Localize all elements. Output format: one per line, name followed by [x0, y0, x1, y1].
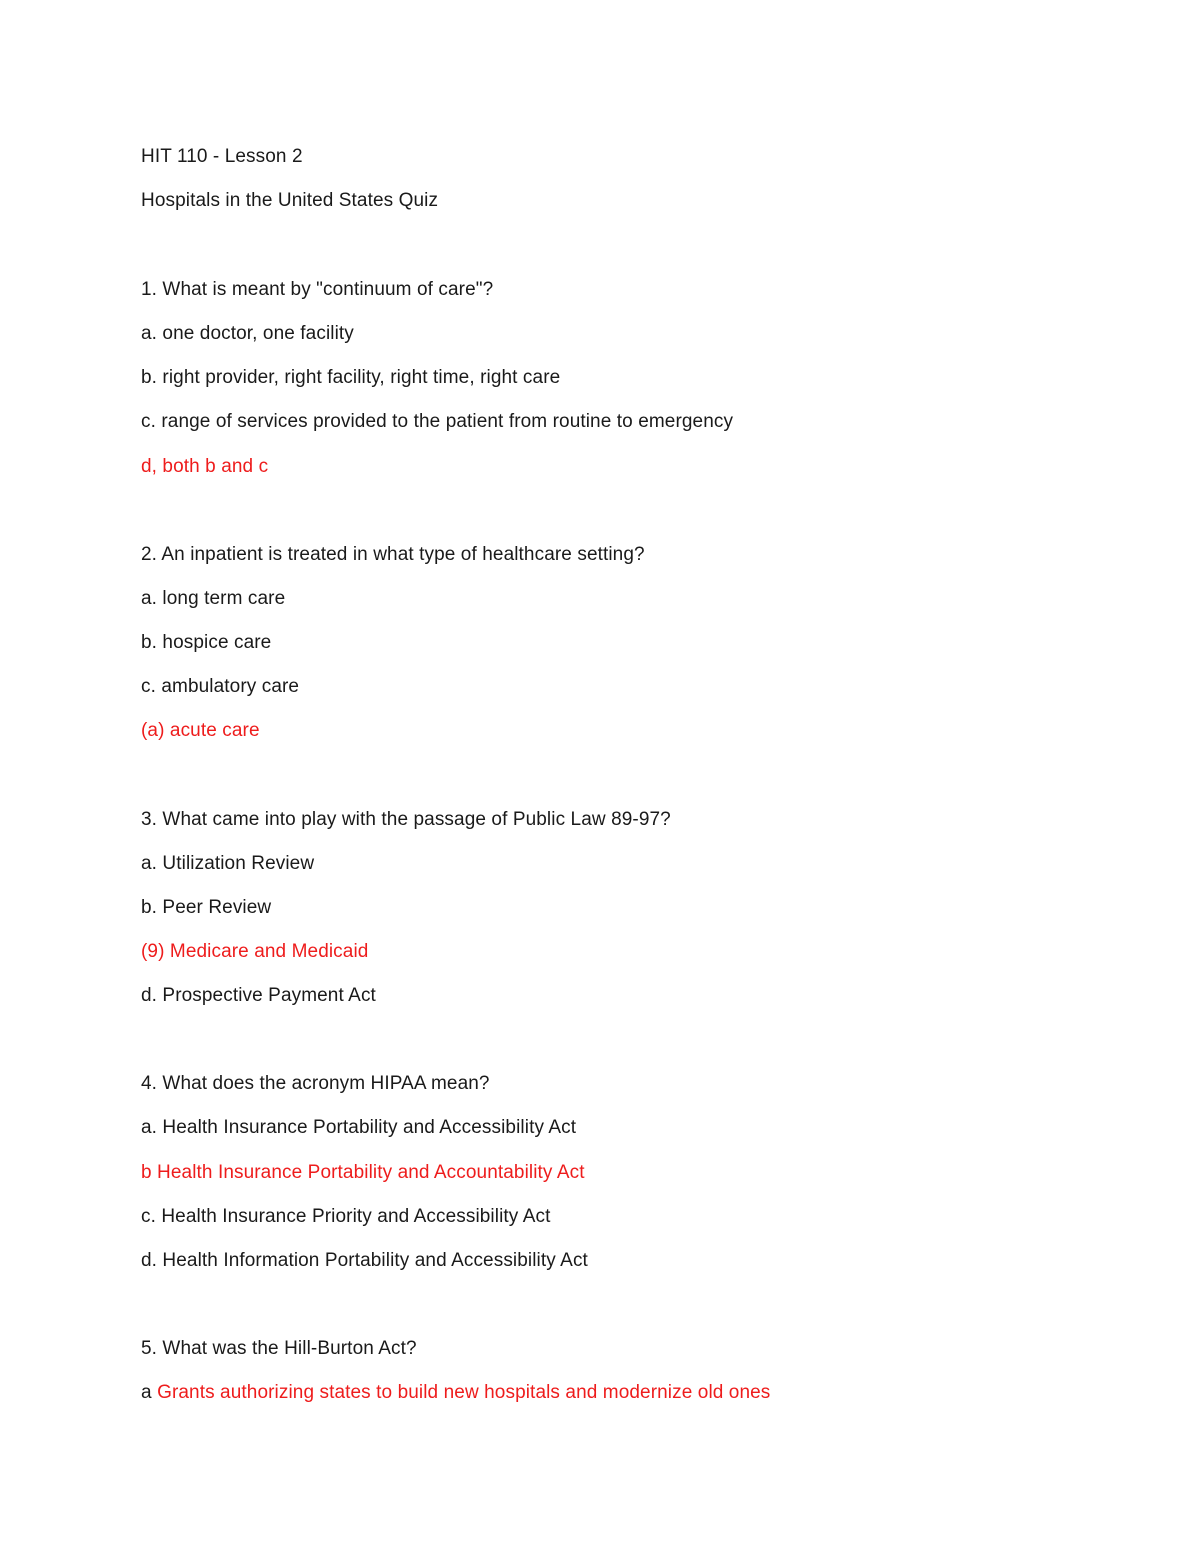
- option-text: a. one doctor, one facility: [141, 323, 354, 344]
- option-text: a. Utilization Review: [141, 853, 315, 874]
- course-heading: HIT 110 - Lesson 2: [141, 146, 303, 167]
- answer-text: (9) Medicare and Medicaid: [141, 941, 369, 962]
- answer-text: b Health Insurance Portability and Accountability Act: [141, 1162, 585, 1183]
- answer-text: d, both b and c: [141, 456, 269, 477]
- option-text: a. Health Insurance Portability and Accessibility Act: [141, 1117, 577, 1138]
- option-text: d. Prospective Payment Act: [141, 985, 376, 1006]
- question-text: 1. What is meant by "continuum of care"?: [141, 279, 494, 300]
- answer-text: (a) acute care: [141, 720, 260, 741]
- question-text: 5. What was the Hill-Burton Act?: [141, 1338, 417, 1359]
- answer-line: [141, 1381, 770, 1405]
- answer-text: Grants authorizing states to build new hospitals and modernize old ones: [157, 1382, 771, 1403]
- option-text: c. range of services provided to the patient from routine to emergency: [141, 411, 734, 432]
- option-text: d. Health Information Portability and Accessibility Act: [141, 1250, 588, 1271]
- quiz-title: Hospitals in the United States Quiz: [141, 190, 439, 211]
- option-text: b. hospice care: [141, 632, 272, 653]
- option-text: b. Peer Review: [141, 897, 272, 918]
- answer-prefix: a: [141, 1382, 152, 1403]
- option-text: c. ambulatory care: [141, 676, 300, 697]
- question-text: 3. What came into play with the passage of Public Law 89-97?: [141, 809, 671, 830]
- option-text: c. Health Insurance Priority and Accessibility Act: [141, 1206, 551, 1227]
- question-text: 2. An inpatient is treated in what type of healthcare setting?: [141, 544, 645, 565]
- option-text: a. long term care: [141, 588, 286, 609]
- question-text: 4. What does the acronym HIPAA mean?: [141, 1073, 490, 1094]
- option-text: b. right provider, right facility, right time, right care: [141, 367, 561, 388]
